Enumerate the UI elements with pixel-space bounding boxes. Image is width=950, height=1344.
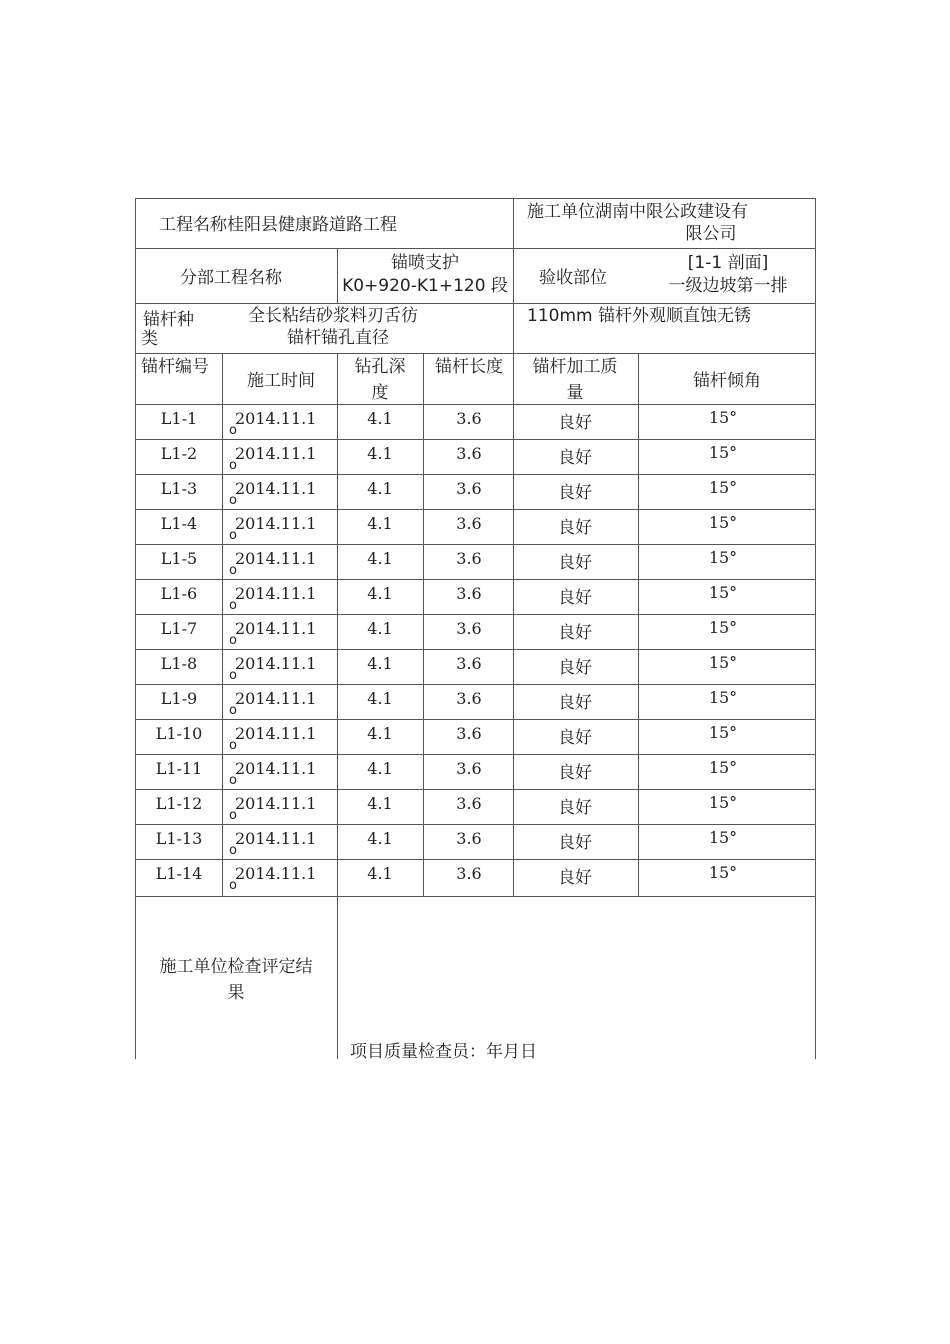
anchor-length-cell: 3.6	[456, 654, 482, 673]
drill-depth-cell: 4.1	[367, 794, 393, 813]
col-divider	[513, 198, 514, 353]
angle-cell: 15°	[708, 723, 738, 742]
sub-project-line2: K0+920-K1+120 段	[342, 276, 508, 296]
drill-depth-cell: 4.1	[367, 584, 393, 603]
anchor-length-cell: 3.6	[456, 724, 482, 743]
construction-date-cell: 2014.11.1	[235, 444, 317, 463]
date-overflow-mark: o	[229, 843, 237, 858]
anchor-id-cell: L1-12	[155, 794, 203, 813]
row-divider	[135, 303, 816, 304]
row-divider	[135, 684, 816, 685]
acceptance-label: 验收部位	[539, 268, 607, 288]
anchor-length-cell: 3.6	[456, 444, 482, 463]
construction-date-cell: 2014.11.1	[235, 759, 317, 778]
result-label-line2: 果	[227, 983, 245, 1003]
date-overflow-mark: o	[229, 773, 237, 788]
construction-date-cell: 2014.11.1	[235, 584, 317, 603]
construction-date-cell: 2014.11.1	[235, 549, 317, 568]
col-divider	[337, 248, 338, 303]
date-overflow-mark: o	[229, 633, 237, 648]
drill-depth-cell: 4.1	[367, 479, 393, 498]
drill-depth-cell: 4.1	[367, 619, 393, 638]
angle-cell: 15°	[708, 758, 738, 777]
quality-cell: 良好	[558, 623, 592, 643]
anchor-id-cell: L1-1	[160, 409, 198, 428]
drill-depth-cell: 4.1	[367, 829, 393, 848]
anchor-id-cell: L1-2	[160, 444, 198, 463]
col-divider	[423, 353, 424, 896]
row-divider	[135, 789, 816, 790]
result-label-line1: 施工单位检查评定结	[159, 957, 313, 977]
angle-cell: 15°	[708, 863, 738, 882]
inspector-line: 项目质量检查员：年月日	[350, 1042, 537, 1062]
anchor-type-value-line2: 锚杆锚孔直径	[287, 328, 389, 348]
drill-depth-cell: 4.1	[367, 549, 393, 568]
anchor-spec: 110mm 锚杆外观顺直蚀无锈	[527, 306, 751, 326]
anchor-id-cell: L1-6	[160, 584, 198, 603]
construction-date-cell: 2014.11.1	[235, 689, 317, 708]
quality-cell: 良好	[558, 413, 592, 433]
anchor-id-cell: L1-3	[160, 479, 198, 498]
quality-cell: 良好	[558, 483, 592, 503]
col-header-time: 施工时间	[247, 371, 315, 391]
row-divider	[135, 248, 816, 249]
col-divider	[513, 353, 514, 896]
quality-cell: 良好	[558, 693, 592, 713]
date-overflow-mark: o	[229, 458, 237, 473]
quality-cell: 良好	[558, 518, 592, 538]
inspection-table	[135, 198, 816, 1062]
anchor-length-cell: 3.6	[456, 514, 482, 533]
col-header-depth-line1: 钻孔深	[354, 357, 406, 377]
anchor-id-cell: L1-5	[160, 549, 198, 568]
drill-depth-cell: 4.1	[367, 514, 393, 533]
quality-cell: 良好	[558, 448, 592, 468]
construction-date-cell: 2014.11.1	[235, 514, 317, 533]
col-header-id: 锚杆编号	[141, 357, 209, 377]
quality-cell: 良好	[558, 553, 592, 573]
date-overflow-mark: o	[229, 563, 237, 578]
acceptance-line2: 一级边坡第一排	[668, 276, 788, 296]
quality-cell: 良好	[558, 833, 592, 853]
date-overflow-mark: o	[229, 878, 237, 893]
contractor-line1: 施工单位湖南中限公政建设有	[527, 202, 748, 222]
drill-depth-cell: 4.1	[367, 689, 393, 708]
angle-cell: 15°	[708, 618, 738, 637]
anchor-length-cell: 3.6	[456, 409, 482, 428]
drill-depth-cell: 4.1	[367, 864, 393, 883]
date-overflow-mark: o	[229, 703, 237, 718]
row-divider	[135, 579, 816, 580]
quality-cell: 良好	[558, 763, 592, 783]
construction-date-cell: 2014.11.1	[235, 794, 317, 813]
date-overflow-mark: o	[229, 493, 237, 508]
angle-cell: 15°	[708, 408, 738, 427]
drill-depth-cell: 4.1	[367, 654, 393, 673]
col-header-length: 锚杆长度	[435, 357, 503, 377]
angle-cell: 15°	[708, 653, 738, 672]
angle-cell: 15°	[708, 793, 738, 812]
angle-cell: 15°	[708, 548, 738, 567]
anchor-type-label-line1: 锚杆种	[143, 310, 194, 330]
drill-depth-cell: 4.1	[367, 409, 393, 428]
anchor-type-label-line2: 类	[141, 329, 158, 349]
anchor-length-cell: 3.6	[456, 759, 482, 778]
construction-date-cell: 2014.11.1	[235, 724, 317, 743]
date-overflow-mark: o	[229, 423, 237, 438]
table-border-top	[135, 198, 816, 199]
row-divider	[135, 614, 816, 615]
anchor-length-cell: 3.6	[456, 479, 482, 498]
construction-date-cell: 2014.11.1	[235, 864, 317, 883]
anchor-length-cell: 3.6	[456, 619, 482, 638]
col-header-depth-line2: 度	[371, 383, 389, 403]
drill-depth-cell: 4.1	[367, 444, 393, 463]
anchor-id-cell: L1-13	[155, 829, 203, 848]
date-overflow-mark: o	[229, 738, 237, 753]
date-overflow-mark: o	[229, 668, 237, 683]
anchor-length-cell: 3.6	[456, 829, 482, 848]
anchor-length-cell: 3.6	[456, 584, 482, 603]
acceptance-line1: [1-1 剖面]	[687, 253, 769, 273]
project-name: 工程名称桂阳县健康路道路工程	[159, 215, 397, 235]
anchor-id-cell: L1-11	[155, 759, 203, 778]
row-divider	[135, 474, 816, 475]
col-header-angle: 锚杆倾角	[693, 371, 761, 391]
anchor-id-cell: L1-14	[155, 864, 203, 883]
quality-cell: 良好	[558, 868, 592, 888]
anchor-id-cell: L1-8	[160, 654, 198, 673]
row-divider	[135, 353, 816, 354]
date-overflow-mark: o	[229, 808, 237, 823]
col-divider	[222, 353, 223, 896]
row-divider	[135, 439, 816, 440]
col-divider	[638, 353, 639, 896]
angle-cell: 15°	[708, 478, 738, 497]
row-divider	[135, 824, 816, 825]
quality-cell: 良好	[558, 588, 592, 608]
anchor-length-cell: 3.6	[456, 864, 482, 883]
anchor-length-cell: 3.6	[456, 794, 482, 813]
sub-project-line1: 锚喷支护	[391, 253, 459, 273]
col-divider	[337, 353, 338, 1059]
quality-cell: 良好	[558, 798, 592, 818]
anchor-type-value-line1: 全长粘结砂浆料刃舌彷	[248, 306, 418, 326]
contractor-line2: 限公司	[685, 224, 737, 244]
anchor-id-cell: L1-9	[160, 689, 198, 708]
row-divider	[135, 754, 816, 755]
angle-cell: 15°	[708, 583, 738, 602]
row-divider	[135, 859, 816, 860]
row-divider	[135, 509, 816, 510]
col-header-quality-line1: 锚杆加工质	[532, 357, 618, 377]
anchor-id-cell: L1-10	[155, 724, 203, 743]
row-divider	[135, 649, 816, 650]
quality-cell: 良好	[558, 728, 592, 748]
date-overflow-mark: o	[229, 528, 237, 543]
angle-cell: 15°	[708, 443, 738, 462]
anchor-id-cell: L1-4	[160, 514, 198, 533]
angle-cell: 15°	[708, 513, 738, 532]
drill-depth-cell: 4.1	[367, 759, 393, 778]
construction-date-cell: 2014.11.1	[235, 619, 317, 638]
drill-depth-cell: 4.1	[367, 724, 393, 743]
construction-date-cell: 2014.11.1	[235, 829, 317, 848]
quality-cell: 良好	[558, 658, 592, 678]
row-divider	[135, 896, 816, 897]
sub-project-label: 分部工程名称	[180, 268, 282, 288]
anchor-length-cell: 3.6	[456, 549, 482, 568]
construction-date-cell: 2014.11.1	[235, 409, 317, 428]
anchor-id-cell: L1-7	[160, 619, 198, 638]
row-divider	[135, 544, 816, 545]
row-divider	[135, 719, 816, 720]
col-header-quality-line2: 量	[566, 383, 584, 403]
date-overflow-mark: o	[229, 598, 237, 613]
table-border-left	[135, 198, 136, 1059]
construction-date-cell: 2014.11.1	[235, 654, 317, 673]
angle-cell: 15°	[708, 688, 738, 707]
construction-date-cell: 2014.11.1	[235, 479, 317, 498]
angle-cell: 15°	[708, 828, 738, 847]
row-divider	[135, 404, 816, 405]
anchor-length-cell: 3.6	[456, 689, 482, 708]
table-border-right	[815, 198, 816, 1059]
